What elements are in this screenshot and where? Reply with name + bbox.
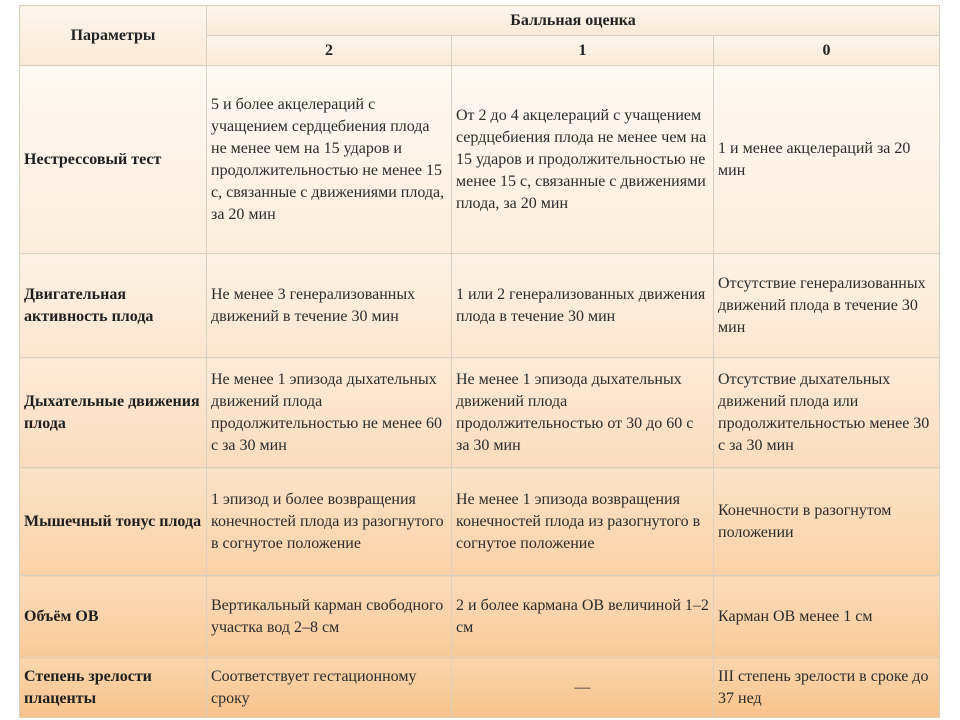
param-name: Дыхательные движения плода bbox=[20, 358, 207, 468]
score-1-cell: Не менее 1 эпизода дыхательных движений плода продолжительностью от 30 до 60 с за 30 мин bbox=[452, 358, 714, 468]
header-params: Параметры bbox=[20, 6, 207, 66]
score-2-cell: 1 эпизод и более возвращения конечностей плода из разогнутого в согнутое положение bbox=[207, 468, 452, 576]
param-name: Степень зрелости плаценты bbox=[20, 658, 207, 718]
header-score: Балльная оценка bbox=[207, 6, 940, 36]
score-1-cell: 2 и более кармана ОВ величиной 1–2 см bbox=[452, 576, 714, 658]
score-0-cell: Отсутствие дыхательных движений плода или продолжительностью менее 30 с за 30 мин bbox=[714, 358, 940, 468]
score-2-cell: Не менее 3 генерализованных движений в течение 30 мин bbox=[207, 254, 452, 358]
table-row bbox=[20, 358, 940, 468]
score-0-cell: 1 и менее акцелераций за 20 мин bbox=[714, 66, 940, 254]
score-2-cell: Вертикальный карман свободного участка вод 2–8 см bbox=[207, 576, 452, 658]
header-score-0: 0 bbox=[714, 36, 940, 66]
score-2-cell: 5 и более акцелераций с учащением сердцебиения плода не менее чем на 15 ударов и продолжительностью не менее 15 с, связанные с движениями плода, за 20 мин bbox=[207, 66, 452, 254]
table-row bbox=[20, 658, 940, 718]
param-name: Мышечный тонус плода bbox=[20, 468, 207, 576]
header-score-1: 1 bbox=[452, 36, 714, 66]
param-name: Нестрессовый тест bbox=[20, 66, 207, 254]
table-row bbox=[20, 254, 940, 358]
score-1-cell: — bbox=[452, 658, 714, 718]
score-0-cell: III степень зрелости в сроке до 37 нед bbox=[714, 658, 940, 718]
score-0-cell: Карман ОВ менее 1 см bbox=[714, 576, 940, 658]
score-1-cell: От 2 до 4 акцелераций с учащением сердцебиения плода не менее чем на 15 ударов и продолжительностью не менее 15 с, связанные с движениями плода, за 20 мин bbox=[452, 66, 714, 254]
score-0-cell: Конечности в разогнутом положении bbox=[714, 468, 940, 576]
score-0-cell: Отсутствие генерализованных движений плода в течение 30 мин bbox=[714, 254, 940, 358]
table-row bbox=[20, 468, 940, 576]
score-1-cell: 1 или 2 генерализованных движения плода в течение 30 мин bbox=[452, 254, 714, 358]
table-row bbox=[20, 66, 940, 254]
score-2-cell: Не менее 1 эпизода дыхательных движений плода продолжительностью не менее 60 с за 30 мин bbox=[207, 358, 452, 468]
score-2-cell: Соответствует гестационному сроку bbox=[207, 658, 452, 718]
table-row bbox=[20, 576, 940, 658]
param-name: Двигательная активность плода bbox=[20, 254, 207, 358]
header-score-2: 2 bbox=[207, 36, 452, 66]
score-1-cell: Не менее 1 эпизода возвращения конечностей плода из разогнутого в согнутое положение bbox=[452, 468, 714, 576]
biophysical-profile-table bbox=[19, 5, 940, 718]
param-name: Объём ОВ bbox=[20, 576, 207, 658]
